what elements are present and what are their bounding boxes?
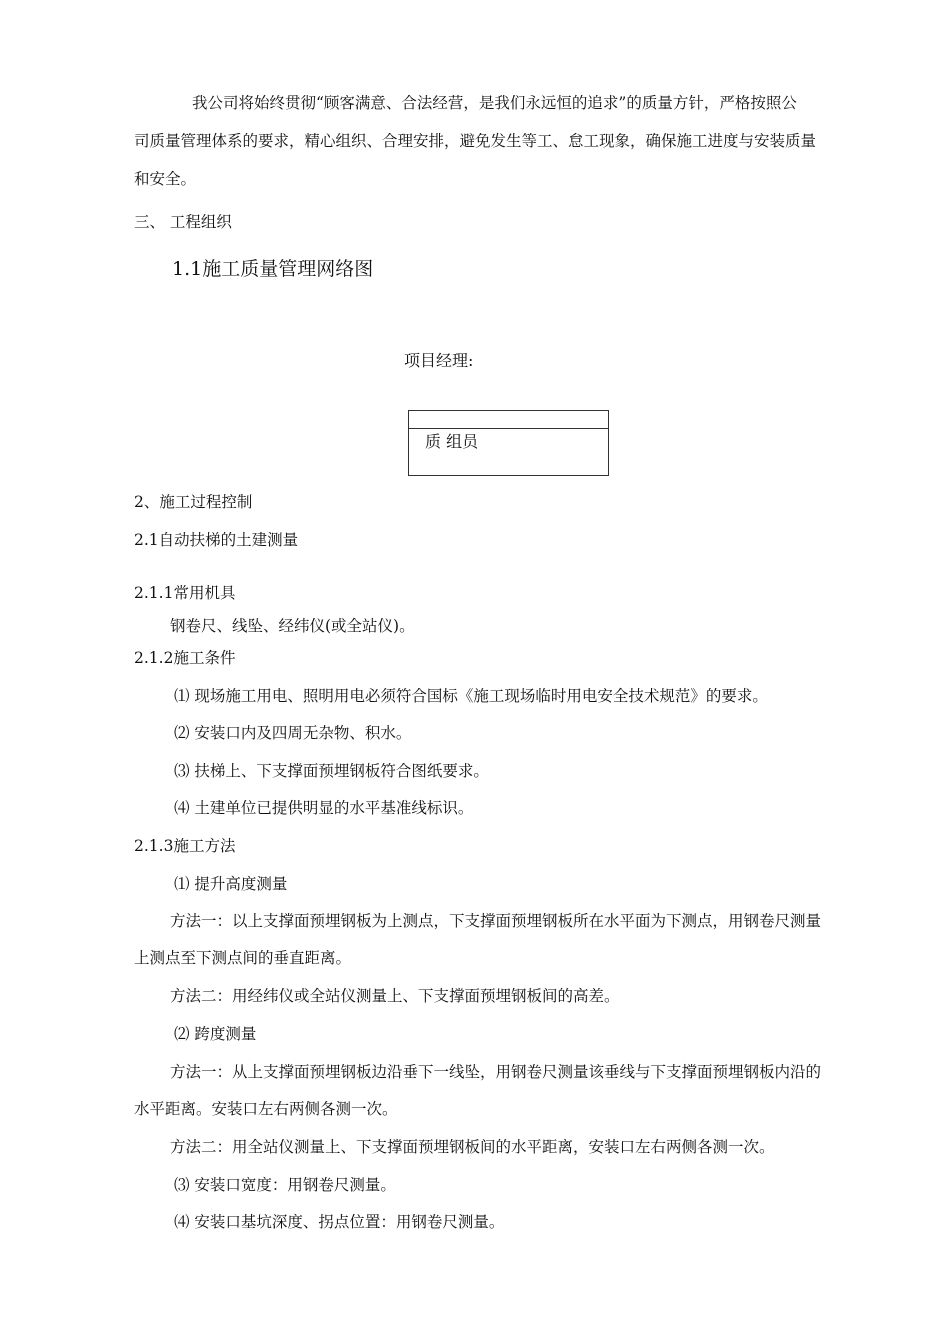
intro-line-2: 司质量管理体系的要求，精心组织、合理安排，避免发生等工、怠工现象，确保施工进度与安装质量 [134, 132, 817, 150]
subsection-heading: 1.1施工质量管理网络图 [172, 258, 374, 280]
heading-2-1-1: 2.1.1常用机具 [134, 584, 236, 602]
method-item-1: ⑴ 提升高度测量 [174, 875, 288, 893]
method-4-text: 方法二：用全站仪测量上、下支撑面预埋钢板间的水平距离，安装口左右两侧各测一次。 [170, 1138, 775, 1156]
method-1-line-1: 方法一：以上支撑面预埋钢板为上测点，下支撑面预埋钢板所在水平面为下测点，用钢卷尺测量 [170, 912, 822, 930]
intro-line-3: 和安全。 [134, 170, 197, 188]
intro-line-1: 我公司将始终贯彻“顾客满意、合法经营，是我们永远恒的追求”的质量方针，严格按照公 [192, 94, 797, 112]
method-item-2: ⑵ 跨度测量 [174, 1025, 257, 1043]
network-manager-label: 项目经理: [404, 351, 474, 370]
method-3-line-1: 方法一：从上支撑面预埋钢板边沿垂下一线坠，用钢卷尺测量该垂线与下支撑面预埋钢板内沿的 [170, 1063, 822, 1081]
method-2-text: 方法二：用经纬仪或全站仪测量上、下支撑面预埋钢板间的高差。 [170, 987, 620, 1005]
quality-team-box [408, 410, 609, 476]
method-3-line-2: 水平距离。安装口左右两侧各测一次。 [134, 1100, 398, 1118]
method-item-4: ⑷ 安装口基坑深度、拐点位置：用钢卷尺测量。 [174, 1213, 505, 1231]
heading-2: 2、施工过程控制 [134, 493, 253, 511]
heading-2-1-3: 2.1.3施工方法 [134, 837, 236, 855]
condition-item-4: ⑷ 土建单位已提供明显的水平基准线标识。 [174, 799, 474, 817]
condition-item-2: ⑵ 安装口内及四周无杂物、积水。 [174, 724, 412, 742]
heading-2-1-2: 2.1.2施工条件 [134, 649, 236, 667]
method-item-3: ⑶ 安装口宽度：用钢卷尺测量。 [174, 1176, 396, 1194]
quality-team-label: 质 组员 [425, 432, 479, 451]
condition-item-1: ⑴ 现场施工用电、照明用电必须符合国标《施工现场临时用电安全技术规范》的要求。 [174, 687, 768, 705]
tools-text: 钢卷尺、线坠、经纬仪(或全站仪)。 [170, 617, 415, 635]
method-1-line-2: 上测点至下测点间的垂直距离。 [134, 949, 352, 967]
heading-2-1: 2.1自动扶梯的土建测量 [134, 531, 299, 549]
section-heading: 三、 工程组织 [134, 213, 232, 231]
box-divider [409, 428, 608, 429]
condition-item-3: ⑶ 扶梯上、下支撑面预埋钢板符合图纸要求。 [174, 762, 489, 780]
